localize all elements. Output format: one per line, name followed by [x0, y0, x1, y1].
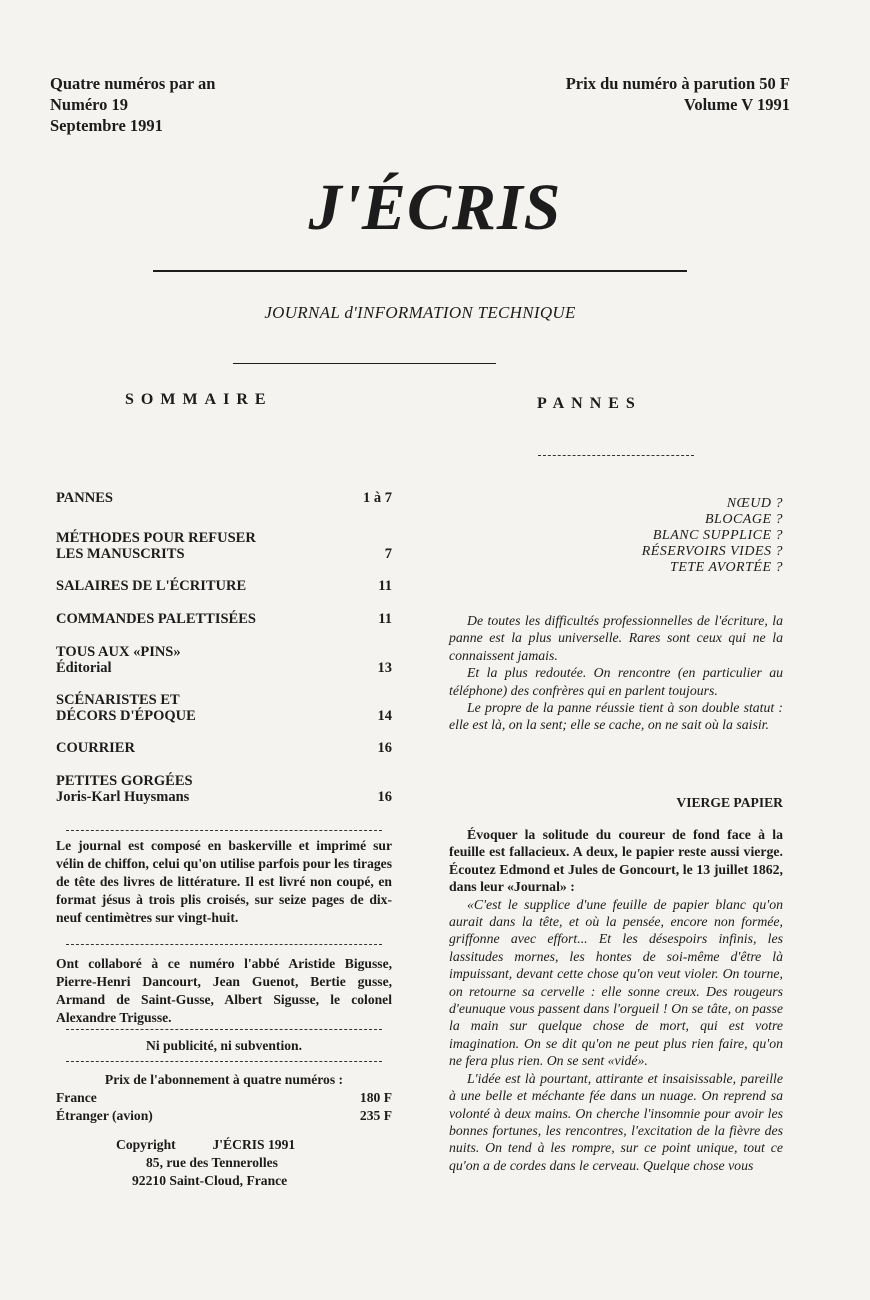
copyright-block — [56, 1136, 392, 1190]
toc-entry-title: COURRIER — [56, 740, 135, 756]
question-line: BLANC SUPPLICE ? — [652, 528, 783, 543]
price-volume-info — [566, 73, 790, 115]
toc-entry-page: 1 à 7 — [363, 490, 392, 506]
table-of-contents — [56, 490, 392, 817]
pannes-intro — [449, 612, 783, 734]
masthead-rule — [153, 270, 687, 272]
toc-entry-page: 13 — [377, 660, 392, 676]
vierge-article — [449, 826, 783, 1174]
intro-paragraph: Et la plus redoutée. On rencontre (en particulier au téléphone) des confrères qui en parlent toujours. — [449, 665, 783, 698]
sommaire-heading: SOMMAIRE — [125, 391, 273, 408]
article-quote: L'idée est là pourtant, attirante et insaisissable, pareille à une belle et méchante fée dans un nuage. On reprend sa volonté à deux mains. On cherche l'insomnie pour avoir les bonnes fortunes, les rencontres, l'excitation de la fièvre des nuits. On tend à les rompre, sur ce point unique, tout ce qu'on a de cordes dans le cerveau. Quelque chose vous — [449, 1070, 783, 1173]
question-line: BLOCAGE ? — [705, 512, 783, 527]
question-line: RÉSERVOIRS VIDES ? — [641, 544, 783, 559]
toc-entry-title: SCÉNARISTES ET — [56, 692, 180, 708]
toc-entry-courrier[interactable] — [56, 740, 392, 756]
toc-entry-page: 16 — [377, 740, 392, 756]
copyright-label: Copyright — [116, 1137, 176, 1152]
toc-entry-title: PANNES — [56, 490, 113, 506]
address-street: 85, rue des Tennerolles — [146, 1155, 278, 1170]
issue-info — [50, 73, 215, 136]
toc-entry-title: PETITES GORGÉES — [56, 773, 193, 789]
masthead-subtitle: JOURNAL d'INFORMATION TECHNIQUE — [264, 303, 576, 322]
toc-entry-page: 7 — [384, 546, 392, 562]
toc-entry-title: COMMANDES PALETTISÉES — [56, 611, 256, 627]
contributors-note: Ont collaboré à ce numéro l'abbé Aristide Bigusse, Pierre-Henri Dancourt, Jean Guenot, Bertie gusse, Armand de Saint-Gusse, Albert Sigusse, le colonel Alexandre Trigusse. — [56, 956, 392, 1025]
toc-entry-page: 14 — [377, 708, 392, 724]
price-value: 180 F — [359, 1090, 392, 1105]
subscription-block — [56, 1071, 392, 1125]
toc-entry-page: 16 — [377, 789, 392, 805]
issue-date: Septembre 1991 — [50, 116, 163, 135]
toc-entry-title: TOUS AUX «PINS» — [56, 644, 181, 660]
price-value: 235 F — [359, 1108, 392, 1123]
issue-price: Prix du numéro à parution 50 F — [565, 74, 790, 93]
toc-entry-methodes[interactable] — [56, 530, 392, 562]
divider — [66, 1061, 382, 1062]
vierge-heading: VIERGE PAPIER — [676, 795, 783, 810]
toc-entry-title: MÉTHODES POUR REFUSER — [56, 530, 256, 546]
toc-entry-subtitle: Joris-Karl Huysmans — [56, 789, 190, 805]
divider — [66, 830, 382, 831]
question-line: NŒUD ? — [726, 496, 783, 511]
intro-paragraph: Le propre de la panne réussie tient à son double statut : elle est là, on la sent; elle se cache, on ne sait où la saisir. — [449, 700, 783, 733]
subscription-title: Prix de l'abonnement à quatre numéros : — [104, 1072, 344, 1087]
divider — [66, 1029, 382, 1030]
price-label: France — [56, 1090, 97, 1105]
price-row-france — [56, 1089, 392, 1107]
price-row-etranger — [56, 1107, 392, 1125]
toc-entry-subtitle: Éditorial — [56, 660, 112, 676]
copyright-value: J'ÉCRIS 1991 — [212, 1137, 296, 1152]
toc-entry-subtitle: DÉCORS D'ÉPOQUE — [56, 708, 196, 724]
printing-note: Le journal est composé en baskerville et imprimé sur vélin de chiffon, celui qu'on utilise parfois pour les tirages de tête des livres de littérature. Il est livré non coupé, en format jésus à trois plis croisés, sur seize pages de dix-neuf centimètres sur vingt-huit. — [56, 838, 392, 925]
issue-number: Numéro 19 — [50, 95, 129, 114]
toc-entry-pins[interactable] — [56, 644, 392, 676]
toc-entry-scenaristes[interactable] — [56, 692, 392, 724]
price-label: Étranger (avion) — [56, 1108, 153, 1123]
toc-entry-pannes[interactable] — [56, 490, 392, 506]
article-lead: Évoquer la solitude du coureur de fond face à la feuille est fallacieux. A deux, le papier reste aussi vierge. Écoutez Edmond et Jules de Goncourt, le 13 juillet 1862, dans leur «Journal» : — [449, 827, 783, 895]
toc-entry-salaires[interactable] — [56, 578, 392, 594]
toc-entry-gorgees[interactable] — [56, 773, 392, 805]
divider — [66, 944, 382, 945]
pannes-heading: PANNES — [537, 395, 642, 412]
no-ads-note: Ni publicité, ni subvention. — [146, 1038, 302, 1053]
toc-entry-page: 11 — [378, 611, 392, 627]
intro-paragraph: De toutes les difficultés professionnelles de l'écriture, la panne est la plus universelle. Rares sont ceux qui ne la connaissent jamais. — [449, 613, 783, 663]
question-line: TETE AVORTÉE ? — [670, 560, 783, 575]
toc-entry-commandes[interactable] — [56, 611, 392, 627]
toc-entry-subtitle: LES MANUSCRITS — [56, 546, 185, 562]
toc-entry-title: SALAIRES DE L'ÉCRITURE — [56, 578, 247, 594]
issue-frequency: Quatre numéros par an — [50, 74, 216, 93]
subtitle-rule — [233, 363, 496, 364]
pannes-questions — [642, 496, 783, 576]
pannes-rule — [538, 455, 694, 456]
volume-info: Volume V 1991 — [683, 95, 790, 114]
article-quote: «C'est le supplice d'une feuille de papier blanc qu'on aurait dans la tête, et où la pensée, encore non formée, griffonne avec effort... Et les désespoirs infinis, les lassitudes mornes, les hontes de soi-même d'être là impuissant, devant cette chose qu'on veut violer. On tourne, on retourne sa cervelle : elle sonne creux. Des rougeurs d'eunuque vous passent dans l'orgueil ! On se tâte, on passe la main sur quelque chose de mort, qui est votre imagination. On se dit qu'on ne peut plus rien faire, qu'on ne fera plus rien. On se sent «vidé». — [449, 896, 783, 1069]
toc-entry-page: 11 — [378, 578, 392, 594]
address-city: 92210 Saint-Cloud, France — [132, 1173, 288, 1188]
masthead-title: J'ÉCRIS — [308, 171, 562, 244]
